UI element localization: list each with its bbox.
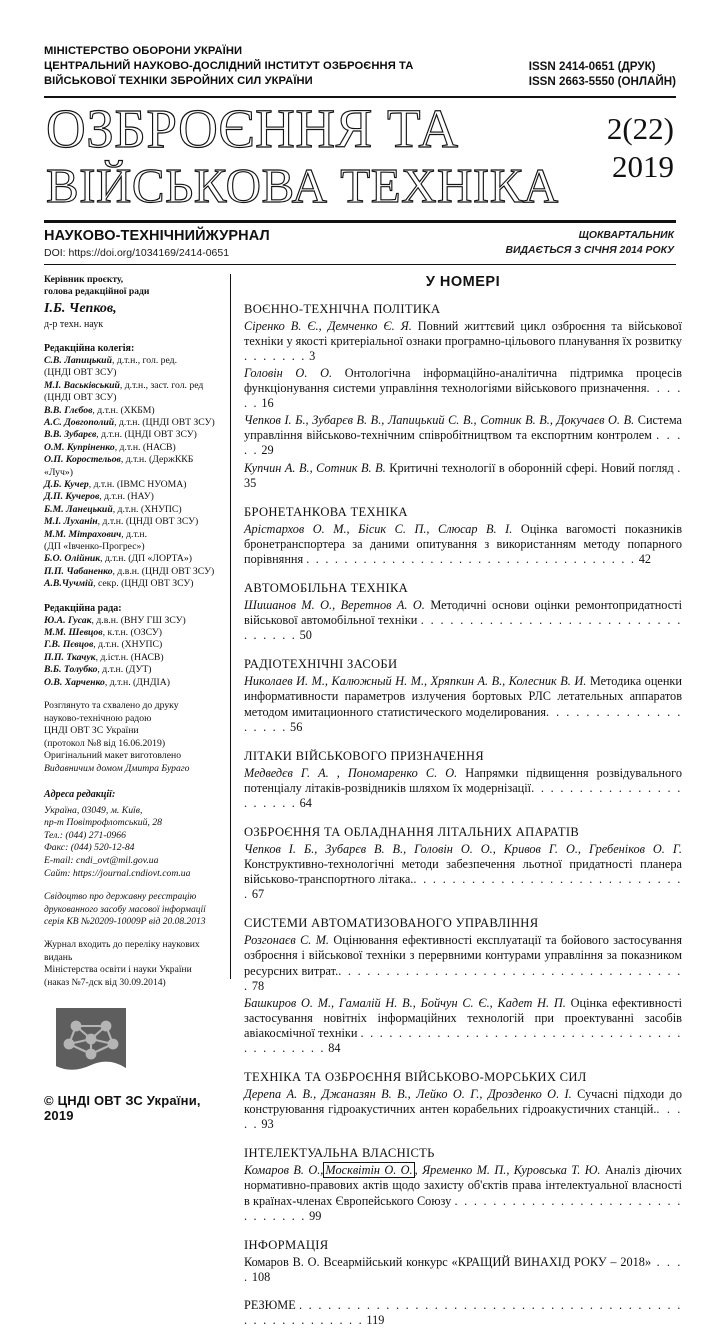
toc-entry-title: Сучасні підходи до конструювання гідроакустичних антен корабельних гідроакустичних станцій. [244,1087,682,1117]
toc-entry-authors: Арістархов О. М., Бісик С. П., Слюсар В. І. [244,521,513,536]
editorial-council-member [44,615,220,627]
member-credentials: , д.т.н. (ДержККБ «Луч») [44,454,194,478]
toc-entry-authors: Комаров В. О. [244,1254,320,1269]
member-affiliation: (ЦНДІ ОВТ ЗСУ) [44,367,117,379]
toc-entry[interactable] [244,413,682,458]
toc-entry[interactable] [244,766,682,811]
issue-number: 2(22) [606,110,674,146]
member-name: С.В. Лапицький [44,354,112,366]
member-name: О.М. Купріненко [44,441,115,453]
journal-title [44,97,607,213]
project-lead-degree: д-р техн. наук [44,318,104,330]
approval-note [44,700,220,776]
table-of-contents [244,273,688,1328]
toc-entry[interactable] [244,461,682,491]
published-since: ВИДАЄТЬСЯ З СІЧНЯ 2014 РОКУ [505,244,674,256]
toc-entry-authors: Шишанов М. О., Веретнов А. О. [244,598,425,613]
toc-sections [244,301,682,1328]
address-line: E-mail: cndi_ovt@mil.gov.ua [44,855,159,866]
editorial-board-member [44,578,220,590]
member-credentials: , д.т.н. (ЦНДІ ОВТ ЗСУ) [96,429,197,441]
toc-entry-page-number: 35 [244,475,257,490]
registry-note [44,939,220,989]
toc-entry-title: Методичні основи оцінки ремонтопридатності військової автомобільної техніки [244,598,682,628]
toc-entry-title: Напрямки підвищення розвідувального потенціалу літаків-розвідників шляхом їх модернізації [244,765,682,795]
member-name: П.П. Чабаненко [44,565,113,577]
member-name: М.І. Васьківський [44,379,120,391]
cndi-network-logo [54,1006,220,1083]
member-credentials: , д.т.н. (ДП «ЛОРТА») [100,553,192,565]
approval-line-3: ЦНДІ ОВТ ЗС України [44,725,139,737]
project-lead-name: І.Б. Чепков, [44,300,117,316]
toc-spacer [244,1287,682,1298]
toc-entry-leader-dots: . . . . . . . . . . . . . . . . . . . . . . . . . . . . . . . . . . . . . . . . . . . [244,1025,682,1055]
toc-section-heading: ІНФОРМАЦІЯ [244,1237,329,1252]
member-name: В.В. Глєбов [44,404,93,416]
toc-section-heading: АВТОМОБІЛЬНА ТЕХНІКА [244,581,409,596]
toc-entry-authors: Купчин А. В., Сотник В. В. [244,460,386,475]
toc-entry-title: Всеармійський конкурс «КРАЩИЙ ВИНАХІД РОКУ – 2018» [319,1254,652,1269]
address-line: Сайт: https://journal.cndiovt.com.ua [44,867,191,879]
toc-entry[interactable] [244,996,682,1056]
toc-section-heading: СИСТЕМИ АВТОМАТИЗОВАНОГО УПРАВЛІННЯ [244,916,539,931]
toc-entry-authors: Дерепа А. В., Джаназян В. В., Лейко О. Г., Дрозденко О. І. [244,1087,572,1102]
editorial-board-member [44,529,220,554]
member-name: Г.В. Пєвцов [44,639,94,651]
registry-line-2: Міністерства освіти і науки України [44,964,192,976]
toc-section-heading: ВОЄННО-ТЕХНІЧНА ПОЛІТИКА [244,301,441,316]
member-credentials: , д.т.н. (ХНУПС) [93,639,163,651]
toc-entry-title: Повний життєвий цикл озброєння та військової техніки у якості критеріальної ознаки програмно-цільового планування їх розвитку [244,318,683,348]
member-credentials: , д.в.н. (ВНУ ГШ ЗСУ) [91,614,186,626]
certificate-line-1: Свідоцтво про державну реєстрацію [44,892,197,903]
member-name: В.В. Зубарєв [44,429,97,441]
address-line: пр-т Повітрофлотський, 28 [44,817,163,829]
toc-section-heading: ЛІТАКИ ВІЙСЬКОВОГО ПРИЗНАЧЕННЯ [244,748,484,763]
toc-entry-page-number: 3 [306,348,316,363]
toc-section-heading: ІНТЕЛЕКТУАЛЬНА ВЛАСНІСТЬ [244,1146,435,1161]
member-name: Б.М. Ланецький [44,503,113,515]
member-name: В.Б. Толубко [44,664,98,676]
journal-kind: НАУКОВО-ТЕХНІЧНИЙЖУРНАЛ [44,227,270,244]
toc-entry-page-number: 50 [296,628,312,643]
toc-entry-leader-dots: . . . . . . . . . . . . . . . . . . . . . . . . . . . . . [244,872,682,902]
editorial-board-title: Редакційна колегія: [44,342,135,354]
member-credentials: , д.т.н. (ДНДІА) [104,676,170,688]
publication-frequency-block [506,228,674,258]
toc-entry[interactable] [244,1163,682,1223]
editorial-board-member [44,380,220,405]
journal-subhead [44,228,688,259]
member-credentials: , д.т.н. (ЦНДІ ОВТ ЗСУ) [97,516,199,528]
toc-entry[interactable] [244,522,682,567]
toc-entry-leader-dots: . [677,460,682,475]
member-credentials: , д.т.н. (ХКБМ) [92,404,155,416]
member-affiliation: (ЦНДІ ОВТ ЗСУ) [44,392,117,404]
toc-entry[interactable] [244,1255,682,1285]
registry-line-1: Журнал входить до переліку наукових видань [44,939,200,963]
approval-line-1: Розглянуто та схвалено до друку [44,700,179,712]
member-credentials: , д.в.н. (ЦНДІ ОВТ ЗСУ) [112,565,215,577]
editorial-board-member [44,504,220,516]
editorial-board-member [44,429,220,441]
toc-entry-leader-dots: . . . . . [244,428,682,458]
copyright-notice: © ЦНДІ ОВТ ЗС України, 2019 [44,1093,201,1124]
issn-print: ISSN 2414-0651 (ДРУК) [528,60,656,73]
member-credentials: , д.т.н. (ХНУПС) [112,503,182,515]
toc-entry-page-number: 42 [635,551,652,566]
page-body [44,273,688,1328]
member-name: Ю.А. Гусак [44,614,92,626]
toc-entry[interactable] [244,674,682,734]
editorial-address-title: Адреса редакції: [44,788,116,800]
institute-line-1: ЦЕНТРАЛЬНИЙ НАУКОВО-ДОСЛІДНИЙ ІНСТИТУТ ОЗБРОЄННЯ ТА [44,60,414,73]
editorial-board-member [44,566,220,578]
editorial-council-member [44,677,220,689]
toc-entry[interactable] [244,366,682,411]
editorial-council-member [44,639,220,651]
member-name: А.С. Довгополий [44,416,115,428]
member-name: М.М. Мітрахович [44,528,122,540]
member-name: А.В.Чучмій [44,578,94,590]
editorial-council-member [44,652,220,664]
toc-entry-title: Оцінювання ефективності експлуатації та бойового застосування озброєння і військової техніки з перервними контурами управління за показником ресурсних витрат. [244,933,682,978]
toc-entry-page-number: 67 [248,887,265,902]
editorial-board-member [44,491,220,503]
editorial-board-member [44,454,220,479]
approval-line-4: (протокол №8 від 16.06.2019) [44,737,166,749]
toc-entry-page-number: 84 [325,1041,341,1055]
registry-line-3: (наказ №7-дск від 30.09.2014) [44,976,166,988]
member-name: Б.О. Олійник [44,553,101,565]
toc-entry-authors: Головін О. О. [244,366,333,380]
editorial-council-member [44,664,220,676]
member-credentials: , д.т.н. (НАУ) [99,491,154,503]
toc-entry-title: Оцінка вагомості показників бронетранспортера за даними опитування з використанням методу попарного порівняння [244,521,683,566]
member-affiliation: (ДП «Івченко-Прогрес») [44,541,145,552]
toc-entry-authors: Николаев И. М., Калюжный Н. М., Хряпкин А. В., Колесник В. И. [244,674,587,689]
journal-kind-block [44,228,270,259]
toc-entry-authors-cont: , Яременко М. П., Куровська Т. Ю. [414,1163,601,1178]
toc-entry[interactable] [244,1087,682,1132]
toc-entry-page-number: 16 [258,396,274,411]
layout-line-1: Оригінальний макет виготовлено [44,750,182,762]
address-line: Факс: (044) 520-12-84 [44,842,135,854]
toc-entry-title: Конструктивно-технологічні методи забезпечення льотної придатності планера військово-транспортного літака. [244,857,682,887]
toc-entry-leader-dots: . . . . . . . . . . . . . . . . . . . . . . . . . . . . . . . [244,1193,682,1223]
editorial-board-member [44,405,220,417]
toc-entry-title: Критичні технології в обороннiй сфері. Новий погляд [385,460,678,475]
toc-entry-authors: Комаров В. О., [244,1163,324,1178]
toc-entry-leader-dots: . . . . . . . . . . . . . . . . . . . . . . . . . . . . . . . . . . . [306,551,636,566]
toc-entry-leader-dots: . . . . . . . [244,348,307,363]
toc-entry-title: Онтологічна інформаційно-аналітична підтримка процесів функціонування системи управління технологіями військового призначення [244,366,682,396]
editorial-board-member [44,479,220,491]
issue-identifier [607,102,688,186]
member-name: Д.Б. Кучер [44,478,89,490]
toc-entry-page-number: 78 [248,978,265,993]
toc-entry-leader-dots: . . . . . . . . . . . . . . . . . . . . . . [244,780,682,810]
toc-entry-page-number: 93 [258,1117,274,1132]
toc-entry-page-number: 29 [258,443,274,458]
member-name: Д.П. Кучеров [44,491,100,503]
editorial-council-title: Редакційна рада: [44,602,122,614]
editorial-board-member [44,355,220,380]
toc-entry[interactable] [244,933,682,993]
certificate-line-3: серія КВ №20209-10009Р від 20.08.2013 [44,917,206,927]
address-line: Україна, 03049, м. Київ, [44,804,143,816]
toc-entry-page-number: 119 [363,1313,385,1328]
toc-entry-authors: Чепков І. Б., Зубарєв В. В., Лапицький С. В., Сотник В. В., Докучаєв О. В. [244,413,635,428]
toc-entry[interactable] [244,1298,682,1328]
toc-entry-leader-dots: . . . . . . . . . . . . . . . . . . . . . . . . . . . . . . . . . . . . . . . . . . . . . . . . . . . . . [244,1297,682,1328]
journal-doi: DOI: https://doi.org/1034169/2414-0651 [44,246,230,259]
member-credentials: , д.т.н., заст. гол. ред [119,379,204,391]
member-name: М.І. Луханін [44,516,98,528]
masthead-divider-rule [44,220,676,223]
editorial-sidebar [44,273,230,1124]
member-credentials: , д.іст.н. (НАСВ) [95,651,164,663]
toc-entry-page-number: 99 [306,1208,322,1223]
toc-entry[interactable] [244,598,682,643]
toc-entry-leader-dots: . . . . . . . . . . . . . . . . . . . . . . . . . . . . . . . . . . . . . [244,963,682,993]
toc-section-heading: БРОНЕТАНКОВА ТЕХНІКА [244,504,408,519]
toc-entry-authors: Башкиров О. М., Гамалій Н. В., Бойчун С. Є., Кадет Н. П. [244,995,566,1010]
toc-entry-page-number: 64 [296,795,312,810]
toc-entry-leader-dots: . . . . . . . . . . . . . . . . . . . [244,704,683,734]
toc-entry-leader-dots: . . . . . . [244,381,682,411]
project-lead-role-line-1: Керівник проєкту, [44,273,124,285]
member-credentials: , секр. (ЦНДІ ОВТ ЗСУ) [93,578,194,590]
toc-entry-leader-dots: . . . . . . . . . . . . . . . . . . . . . . . . . . . . . . . . . [244,613,682,643]
subhead-divider-rule [44,264,676,265]
institute-line-2: ВІЙСЬКОВОЇ ТЕХНІКИ ЗБРОЙНИХ СИЛ УКРАЇНИ [44,75,313,88]
toc-title: У НОМЕРІ [425,273,501,290]
toc-section-heading: ОЗБРОЄННЯ ТА ОБЛАДНАННЯ ЛІТАЛЬНИХ АПАРАТІВ [244,824,580,839]
editorial-council-list [44,615,220,689]
column-divider [230,274,231,979]
journal-title-line-1: ОЗБРОЄННЯ ТА [46,97,459,159]
toc-entry-leader-dots: . . . . . [244,1102,682,1132]
toc-section-heading: РАДІОТЕХНІЧНІ ЗАСОБИ [244,657,398,672]
toc-entry-highlighted-author: Москвітін О. О. [325,1163,413,1178]
member-credentials: , д.т.н. (ІВМС НУОМА) [88,478,187,490]
toc-entry-leader-dots: . . . . [244,1254,682,1284]
toc-entry-title: Методика оценки информативности параметров излучения бортовых РЛС летательных аппаратов методом имитационного статистического моделирования [244,674,682,719]
project-lead-role [44,274,220,299]
member-name: О.В. Харченко [44,676,105,688]
member-credentials: , д.т.н., гол. ред. [111,354,178,366]
layout-line-2: Видавничим домом Дмитра Бураго [44,763,190,775]
toc-entry-title: Аналіз діючих нормативно-правових актів щодо захисту об'єктів права інтелектуальної власності в країнах-членах Європейського Союзу [244,1163,682,1208]
ministry-line: МІНІСТЕРСТВО ОБОРОНИ УКРАЇНИ [44,45,243,57]
journal-masthead [44,97,688,213]
issuing-institute [44,44,413,90]
issue-year: 2019 [612,148,674,184]
editorial-council-member [44,627,220,639]
member-credentials: , к.т.н. (ОЗСУ) [102,627,163,639]
toc-entry-authors: РЕЗЮМЕ [244,1297,296,1312]
member-credentials: , д.т.н. (ДУТ) [97,664,152,676]
issn-block [529,44,688,90]
address-line: Тел.: (044) 271-0966 [44,829,126,841]
issn-online: ISSN 2663-5550 (ОНЛАЙН) [528,75,676,89]
editorial-board-member [44,417,220,429]
member-credentials: , д.т.н. (НАСВ) [114,441,176,453]
toc-entry-title: Оцінка ефективності застосування новітніх інформаційних технологій при проектуванні засобів авіакосмічної техніки [244,995,683,1040]
publication-frequency: ЩОКВАРТАЛЬНИК [578,229,674,241]
journal-title-line-2: ВІЙСЬКОВА ТЕХНІКА [46,157,559,213]
certificate-line-2: друкованного засобу масової інформації [44,904,206,915]
toc-entry-authors: Чепков І. Б., Зубарєв В. В., Головін О. О., Кривов Г. О., Гребеніков О. Г. [244,841,682,856]
toc-entry-authors: Сіренко В. Є., Демченко Є. Я. [244,318,412,333]
member-name: П.П. Ткачук [44,651,96,663]
editorial-address [44,805,220,881]
editorial-board-member [44,516,220,528]
toc-entry-page-number: 56 [286,719,303,734]
member-credentials: , д.т.н. [121,528,148,540]
editorial-board-member [44,553,220,565]
toc-entry-page-number: 108 [248,1269,271,1284]
member-name: О.П. Коростельов [44,454,121,466]
toc-entry[interactable] [244,319,682,364]
toc-entry-title: Система управління військово-технічним співробітництвом та експортним контролем [244,413,682,443]
approval-line-2: науково-технічною радою [44,712,152,724]
project-lead-role-line-2: голова редакційної ради [44,286,150,298]
toc-section-heading: ТЕХНІКА ТА ОЗБРОЄННЯ ВІЙСЬКОВО-МОРСЬКИХ СИЛ [244,1070,587,1085]
editorial-board-list [44,355,220,591]
toc-entry-authors: Розгонаєв С. М. [244,933,330,948]
registration-certificate [44,891,220,928]
member-name: М.М. Шевцов [44,627,103,639]
member-credentials: , д.т.н. (ЦНДІ ОВТ ЗСУ) [114,416,215,428]
toc-entry-authors: Медведєв Г. А. , Пономаренко С. О. [244,765,458,780]
editorial-board-member [44,442,220,454]
toc-entry[interactable] [244,842,682,902]
masthead-header [44,44,688,90]
